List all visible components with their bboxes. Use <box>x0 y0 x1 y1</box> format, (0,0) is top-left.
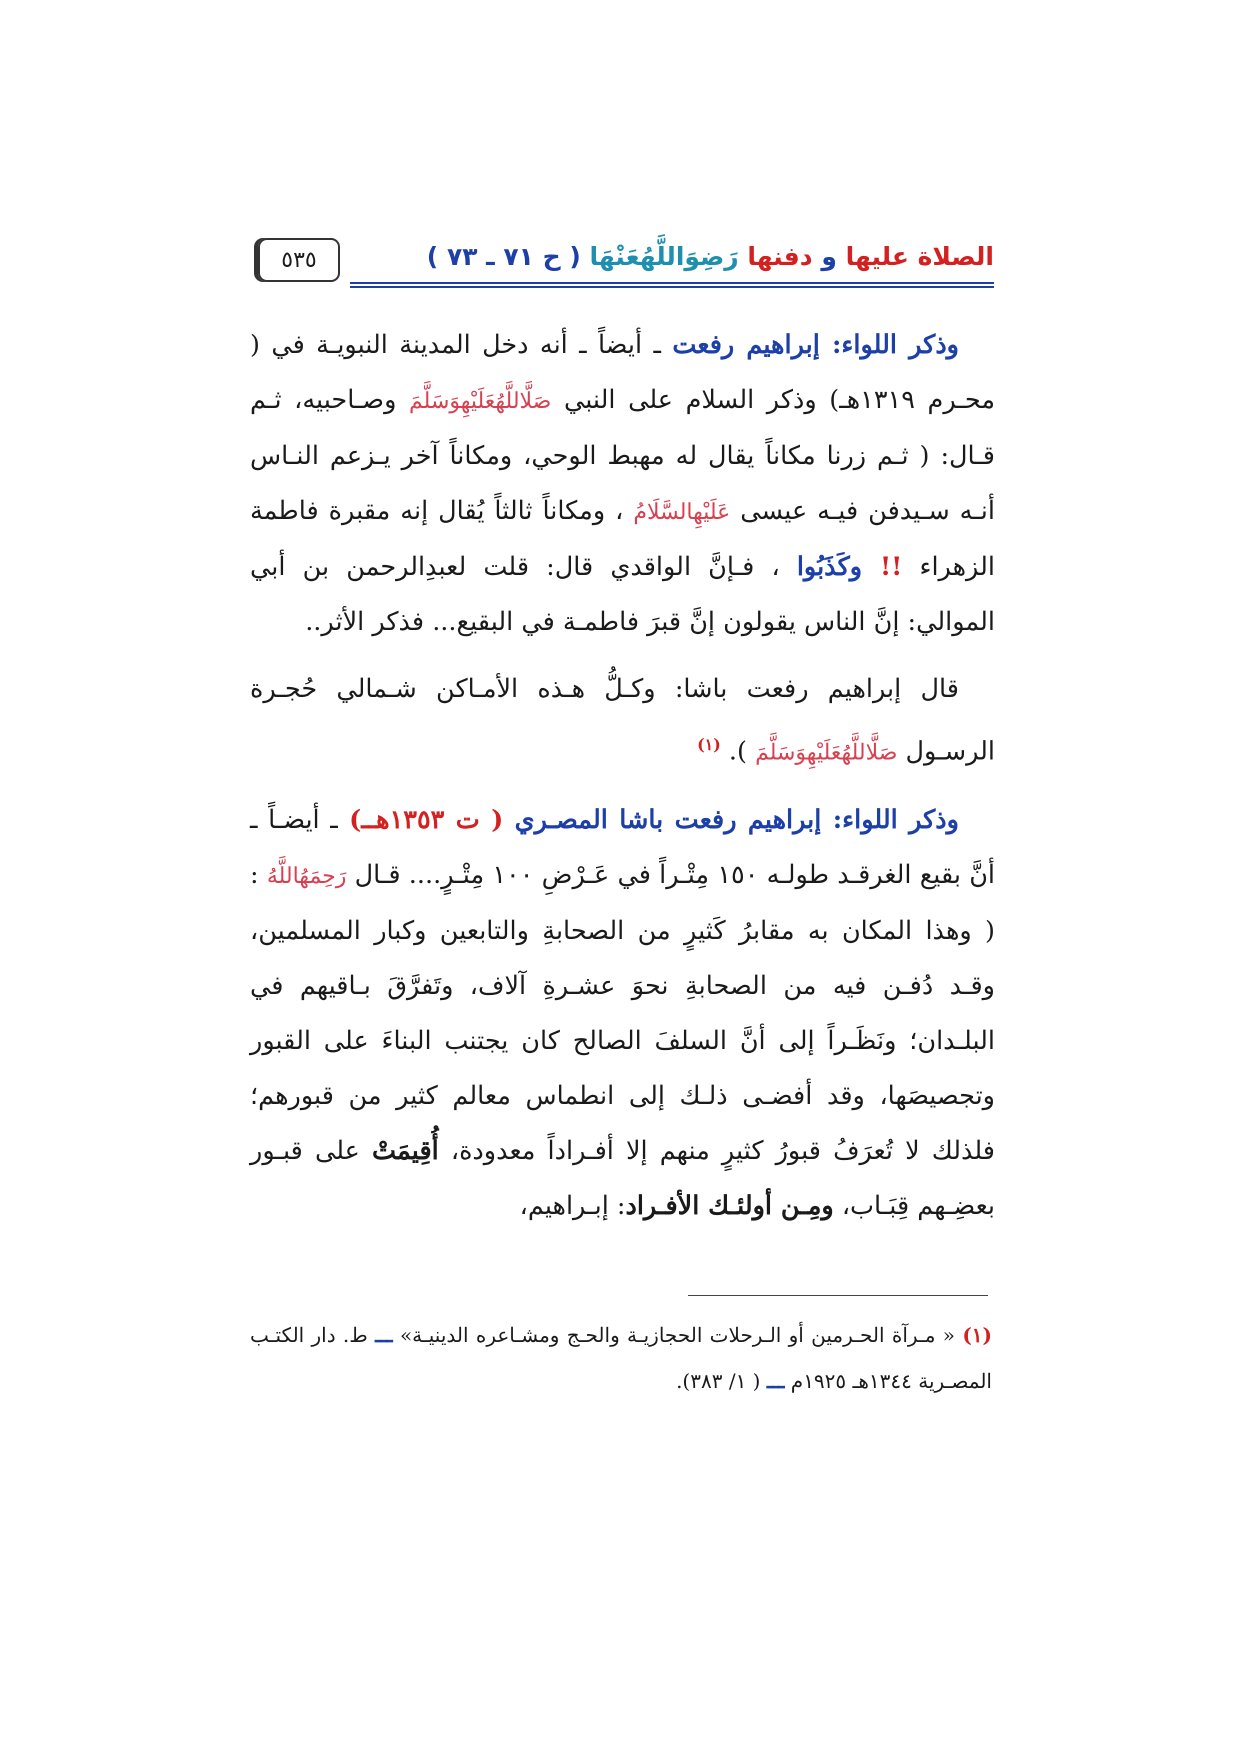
footnote-text-1: « مـرآة الحـرمين أو الـرحلات الحجازيـة والحـج ومشـاعره الدينيـة» <box>392 1323 963 1347</box>
p3-text-1: ـ أيضـاً ـ أنَّ بقيع الغرقـد طولـه ١٥٠ مِتْـراً في عَـرْضِ ١٠٠ مِتْـرٍ.... قـال <box>250 804 996 890</box>
p1-exclamation: !! <box>879 552 903 582</box>
p1-text-4: ، فـإنَّ الواقدي قال: قلت لعبدِالرحمن بن أبي الموالي: إنَّ الناس يقولون إنَّ قبرَ فاطمـة في البقيع... فذكر الأثر.. <box>250 552 995 637</box>
title-ref: ( ح ٧١ ـ ٧٣ ) <box>426 242 581 271</box>
title-connector: و <box>812 242 846 271</box>
p3-text-4: : إبـراهيم، <box>519 1190 626 1221</box>
p3-honorific: رَحِمَهُاللَّهُ <box>266 863 347 889</box>
footnotes <box>250 1312 992 1404</box>
footnote-rule <box>688 1295 988 1296</box>
title-part2: دفنها <box>747 242 813 271</box>
p1-text-2: وصـاحبيه، ثـم قـال: ( ثـم زرنا مكاناً يقال له مهبط الوحي، ومكاناً آخر يـزعم النـاس أنـه سـيدفن فيـه عيسى <box>250 385 995 526</box>
p2-text-1: قال إبراهيم رفعت باشا: وكـلُّ هـذه الأمـاكن شـمالي حُجـرة الرسـول <box>250 674 995 767</box>
page-number: ٥٣٥ <box>258 238 340 282</box>
footnote-dash-1: ـــ <box>375 1323 393 1347</box>
page-header <box>258 238 994 284</box>
title-part1: الصلاة عليها <box>845 242 994 271</box>
p1-honorific-1: صَلَّاللَّهُعَلَيْهِوَسَلَّمَ <box>409 389 552 414</box>
p2-text-2: ). <box>720 736 756 767</box>
footnote-1 <box>250 1312 992 1404</box>
footnote-number: (١) <box>962 1323 993 1347</box>
p3-lead: وذكر اللواء: إبراهيم رفعت باشا المصـري <box>514 804 959 835</box>
p1-honorific-2: عَلَيْهِالسَّلَامُ <box>633 500 731 525</box>
paragraph-2 <box>250 662 995 781</box>
paragraph-3 <box>250 793 995 1234</box>
footnote-text-3: ( ١/ ٣٨٣). <box>676 1369 767 1393</box>
footnote-ref[interactable]: (١) <box>697 735 721 754</box>
p1-kadhabu: وكَذَبُوا <box>796 552 880 582</box>
footnote-text-2: ط. دار الكتـب المصـرية ١٣٤٤هـ ١٩٢٥م <box>250 1323 992 1393</box>
title-honorific: رَضِوَاللَّهُعَنْهَا <box>580 242 748 271</box>
p1-text-3: ، ومكاناً ثالثاً يُقال إنه مقبرة فاطمة الزهراء <box>250 496 995 582</box>
running-title <box>427 242 994 271</box>
p3-text-3: على قبـور بعضِـهم قِبَـاب، <box>250 1135 995 1221</box>
p2-honorific: صَلَّاللَّهُعَلَيْهِوَسَلَّمَ <box>755 740 898 766</box>
p1-text-1: ـ أيضاً ـ أنه دخل المدينة النبويـة في ( محـرم ١٣١٩هـ) وذكر السلام على النبي <box>250 330 995 415</box>
p1-lead: وذكر اللواء: إبراهيم رفعت <box>672 330 959 360</box>
body-text <box>250 318 995 1234</box>
p3-text-2: : ( وهذا المكان به مقابرُ كَثيرٍ من الصحابةِ والتابعين وكبار المسلمين، وقـد دُفـن فيه من الصحابةِ نحوَ عشـرةِ آلاف، وتَفرَّقَ بـاقيهم في البلـدان؛ ونَظَـراً إلى أنَّ السلفَ الصالح كان يجتنب البناءَ على القبور وتجصيصَها، وقد أفضـى ذلـك إلى انطماس معالم كثير من قبورهم؛ فلذلك لا تُعرَفُ قبورُ كثيرٍ منهم إلا أفـراداً معدودة، <box>250 859 995 1166</box>
footnote-dash-2: ـــ <box>766 1369 785 1393</box>
header-rule <box>350 282 994 288</box>
p3-bold-1: أُقِيمَتْ <box>371 1135 439 1166</box>
paragraph-1 <box>250 318 995 650</box>
p3-bold-2: ومِـن أولئـك الأفـراد <box>625 1190 834 1221</box>
p3-lead-date: ( ت ١٣٥٣هــ) <box>337 804 515 835</box>
